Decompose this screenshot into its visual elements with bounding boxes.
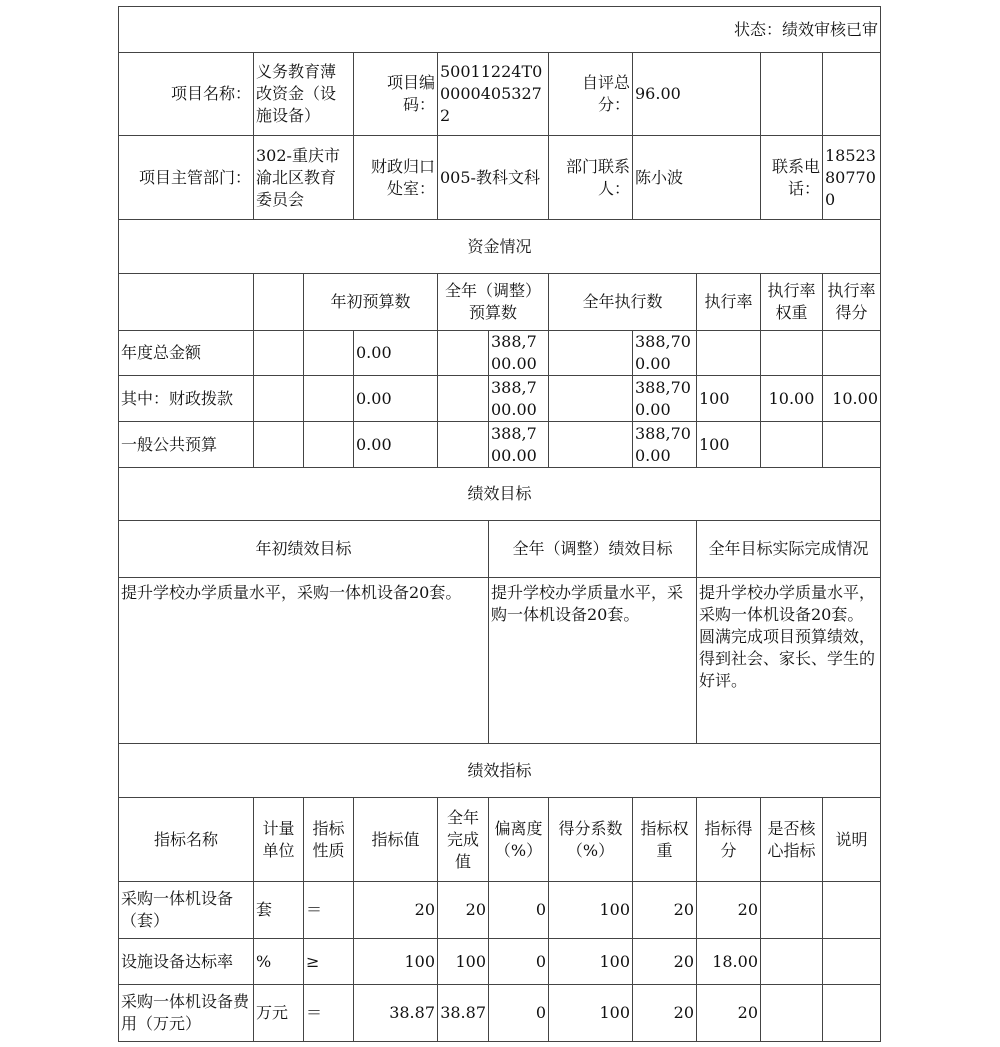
indicator-completed: 38.87: [438, 985, 489, 1042]
empty-cell: [254, 422, 304, 468]
indicator-unit: %: [254, 939, 304, 985]
indicator-core: [761, 882, 823, 939]
indicator-deviation: 0: [489, 985, 549, 1042]
funds-section-title: 资金情况: [119, 220, 881, 274]
fund-rate: [697, 331, 761, 376]
indicator-weight: 20: [633, 939, 697, 985]
office-label: 财政归口处室：: [354, 136, 438, 220]
fund-rate: 100: [697, 376, 761, 422]
goals-section-title: 绩效目标: [119, 468, 881, 521]
fund-executed: 388,700.00: [633, 331, 697, 376]
empty-cell: [304, 376, 354, 422]
fund-adjusted: 388,700.00: [489, 331, 549, 376]
initial-goal-header: 年初绩效目标: [119, 521, 489, 578]
fund-score: 10.00: [823, 376, 881, 422]
contact-label: 部门联系人：: [549, 136, 633, 220]
exec-weight-header: 执行率权重: [761, 274, 823, 331]
indicator-core: [761, 985, 823, 1042]
indicators-section-title: 绩效指标: [119, 744, 881, 798]
initial-goal-text: 提升学校办学质量水平，采购一体机设备20套。: [119, 578, 489, 744]
fund-score: [823, 331, 881, 376]
initial-budget-header: 年初预算数: [304, 274, 438, 331]
indicator-name-header: 指标名称: [119, 798, 254, 882]
phone-label: 联系电话：: [761, 136, 823, 220]
empty-cell: [304, 331, 354, 376]
empty-cell: [254, 331, 304, 376]
fund-adjusted: 388,700.00: [489, 376, 549, 422]
indicator-name: 采购一体机设备（套）: [119, 882, 254, 939]
empty-cell: [438, 422, 489, 468]
self-score-label: 自评总分：: [549, 53, 633, 136]
empty-cell: [549, 376, 633, 422]
actual-goal-header: 全年目标实际完成情况: [697, 521, 881, 578]
indicator-name: 设施设备达标率: [119, 939, 254, 985]
dept-label: 项目主管部门：: [119, 136, 254, 220]
fund-initial: 0.00: [354, 422, 438, 468]
indicator-unit: 套: [254, 882, 304, 939]
indicator-weight: 20: [633, 985, 697, 1042]
indicator-nature: ＝: [304, 985, 354, 1042]
actual-goal-text: 提升学校办学质量水平，采购一体机设备20套。圆满完成项目预算绩效，得到社会、家长、学生的好评。: [697, 578, 881, 744]
note-header: 说明: [823, 798, 881, 882]
fund-executed: 388,700.00: [633, 422, 697, 468]
project-name: 义务教育薄改资金（设施设备）: [254, 53, 354, 136]
unit-header: 计量单位: [254, 798, 304, 882]
indicator-value: 38.87: [354, 985, 438, 1042]
empty-cell: [254, 274, 304, 331]
indicator-weight-header: 指标权重: [633, 798, 697, 882]
coefficient-header: 得分系数（%）: [549, 798, 633, 882]
indicator-name: 采购一体机设备费用（万元）: [119, 985, 254, 1042]
adjusted-goal-text: 提升学校办学质量水平，采购一体机设备20套。: [489, 578, 697, 744]
fund-row-label: 年度总金额: [119, 331, 254, 376]
empty-cell: [304, 422, 354, 468]
indicator-deviation: 0: [489, 882, 549, 939]
empty-cell: [438, 331, 489, 376]
indicator-nature: ＝: [304, 882, 354, 939]
empty-cell: [438, 376, 489, 422]
deviation-header: 偏离度（%）: [489, 798, 549, 882]
office-value: 005-教科文科: [438, 136, 549, 220]
indicator-completed: 20: [438, 882, 489, 939]
indicator-note: [823, 985, 881, 1042]
indicator-score-header: 指标得分: [697, 798, 761, 882]
indicator-coef: 100: [549, 882, 633, 939]
core-indicator-header: 是否核心指标: [761, 798, 823, 882]
indicator-core: [761, 939, 823, 985]
indicator-weight: 20: [633, 882, 697, 939]
empty-cell: [549, 422, 633, 468]
fund-score: [823, 422, 881, 468]
indicator-score: 20: [697, 985, 761, 1042]
indicator-note: [823, 939, 881, 985]
executed-header: 全年执行数: [549, 274, 697, 331]
empty-cell: [254, 376, 304, 422]
indicator-score: 18.00: [697, 939, 761, 985]
phone-value: 18523807700: [823, 136, 881, 220]
fund-adjusted: 388,700.00: [489, 422, 549, 468]
fund-weight: [761, 331, 823, 376]
fund-row-label: 一般公共预算: [119, 422, 254, 468]
adjusted-goal-header: 全年（调整）绩效目标: [489, 521, 697, 578]
empty-cell: [823, 53, 881, 136]
empty-cell: [549, 331, 633, 376]
empty-cell: [119, 274, 254, 331]
target-value-header: 指标值: [354, 798, 438, 882]
contact-value: 陈小波: [633, 136, 761, 220]
exec-score-header: 执行率得分: [823, 274, 881, 331]
project-name-label: 项目名称：: [119, 53, 254, 136]
indicator-note: [823, 882, 881, 939]
nature-header: 指标性质: [304, 798, 354, 882]
fund-weight: 10.00: [761, 376, 823, 422]
completed-value-header: 全年完成值: [438, 798, 489, 882]
indicator-score: 20: [697, 882, 761, 939]
fund-executed: 388,700.00: [633, 376, 697, 422]
indicator-coef: 100: [549, 939, 633, 985]
exec-rate-header: 执行率: [697, 274, 761, 331]
indicator-coef: 100: [549, 985, 633, 1042]
indicator-unit: 万元: [254, 985, 304, 1042]
fund-rate: 100: [697, 422, 761, 468]
dept-value: 302-重庆市渝北区教育委员会: [254, 136, 354, 220]
status-text: 状态：绩效审核已审: [119, 7, 881, 53]
indicator-nature: ≥: [304, 939, 354, 985]
project-code-label: 项目编码：: [354, 53, 438, 136]
fund-weight: [761, 422, 823, 468]
indicator-value: 20: [354, 882, 438, 939]
self-score: 96.00: [633, 53, 761, 136]
adjusted-budget-header: 全年（调整）预算数: [438, 274, 549, 331]
fund-row-label: 其中：财政拨款: [119, 376, 254, 422]
indicator-completed: 100: [438, 939, 489, 985]
fund-initial: 0.00: [354, 331, 438, 376]
indicator-value: 100: [354, 939, 438, 985]
performance-report-table: [118, 6, 881, 1042]
indicator-deviation: 0: [489, 939, 549, 985]
project-code: 50011224T000004053272: [438, 53, 549, 136]
empty-cell: [761, 53, 823, 136]
fund-initial: 0.00: [354, 376, 438, 422]
